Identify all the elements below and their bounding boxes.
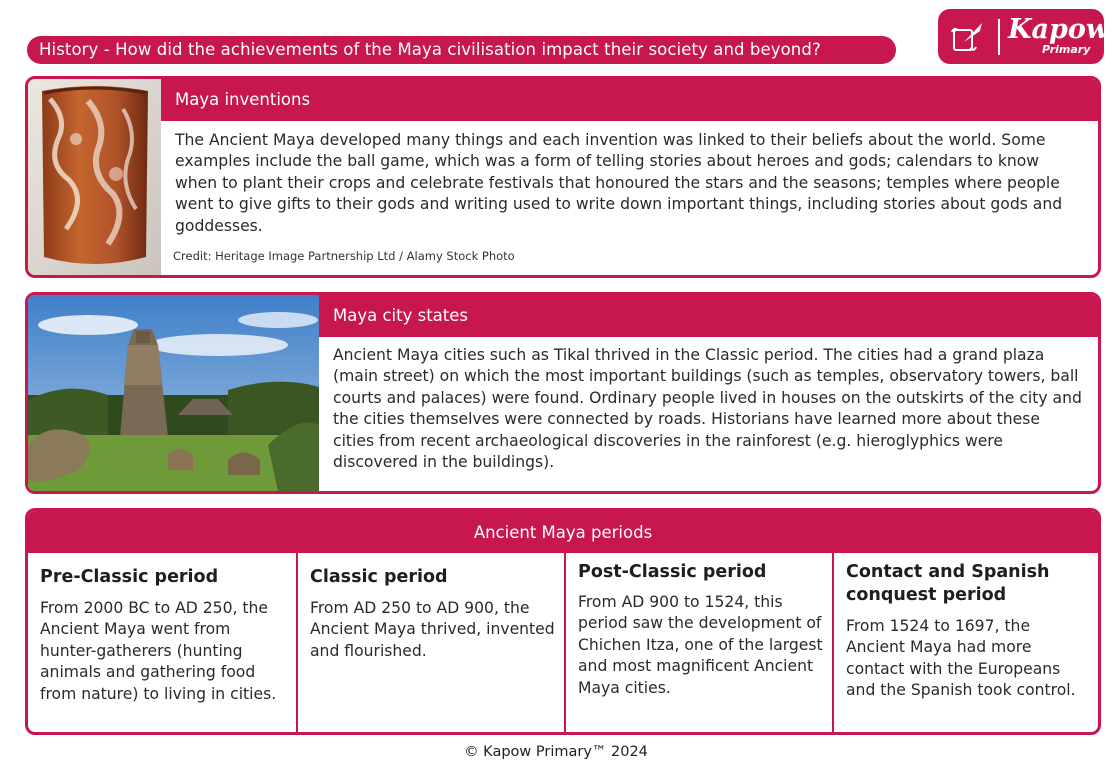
period-title: Classic period xyxy=(310,567,448,587)
period-title: Post-Classic period xyxy=(578,562,767,582)
tikal-temple-image xyxy=(28,295,319,491)
logo-name: Kapow xyxy=(1008,14,1110,45)
periods-table xyxy=(25,508,1101,735)
logo-subtitle: Primary xyxy=(1042,43,1091,56)
period-text: From 2000 BC to AD 250, the Ancient Maya went from hunter-gatherers (hunting animals and gathering food from nature) to living in cities. xyxy=(40,599,277,703)
period-text: From 1524 to 1697, the Ancient Maya had more contact with the Europeans and the Spanish took control. xyxy=(846,617,1076,700)
period-text: From AD 250 to AD 900, the Ancient Maya thrived, invented and flourished. xyxy=(310,599,555,660)
scroll-quill-icon xyxy=(950,20,986,54)
maya-city-states-card xyxy=(25,292,1101,494)
card-body-text: Ancient Maya cities such as Tikal thrived in the Classic period. The cities had a grand plaza (main street) on which the most important buildings (such as temples, observatory towers, ball courts and palaces) were found. Ordinary people lived in houses on the outskirts of the city and the cities themselves were connected by roads. Historians have learned more about these cities from recent archaeological discoveries in the rainforest (e.g. hieroglyphics were discovered in the buildings). xyxy=(333,346,1082,472)
page-title: History - How did the achievements of the Maya civilisation impact their society and beyond? xyxy=(27,36,896,64)
image-credit: Credit: Heritage Image Partnership Ltd / Alamy Stock Photo xyxy=(173,249,515,263)
periods-heading: Ancient Maya periods xyxy=(28,511,1098,553)
maya-inventions-card xyxy=(25,76,1101,278)
kapow-logo xyxy=(938,9,1110,64)
maya-vase-image xyxy=(28,79,161,275)
period-column xyxy=(296,553,564,732)
period-column xyxy=(832,553,1098,732)
period-title: Pre-Classic period xyxy=(40,567,219,587)
card-heading: Maya inventions xyxy=(161,79,1098,121)
card-heading: Maya city states xyxy=(319,295,1098,337)
period-column xyxy=(28,553,296,732)
logo-divider xyxy=(998,19,1000,55)
period-column xyxy=(564,553,832,732)
period-text: From AD 900 to 1524, this period saw the development of Chichen Itza, one of the largest and most magnificent Ancient Maya cities. xyxy=(578,593,823,697)
card-body-text: The Ancient Maya developed many things and each invention was linked to their beliefs about the world. Some examples include the ball game, which was a form of telling stories about heroes and gods; calendars to know when to plant their crops and celebrate festivals that honoured the stars and the seasons; temples where people went to give gifts to their gods and writing used to write down important things, including stories about gods and goddesses. xyxy=(175,131,1063,235)
copyright-footer: © Kapow Primary™ 2024 xyxy=(464,744,648,760)
period-title: Contact and Spanish conquest period xyxy=(846,562,1050,605)
